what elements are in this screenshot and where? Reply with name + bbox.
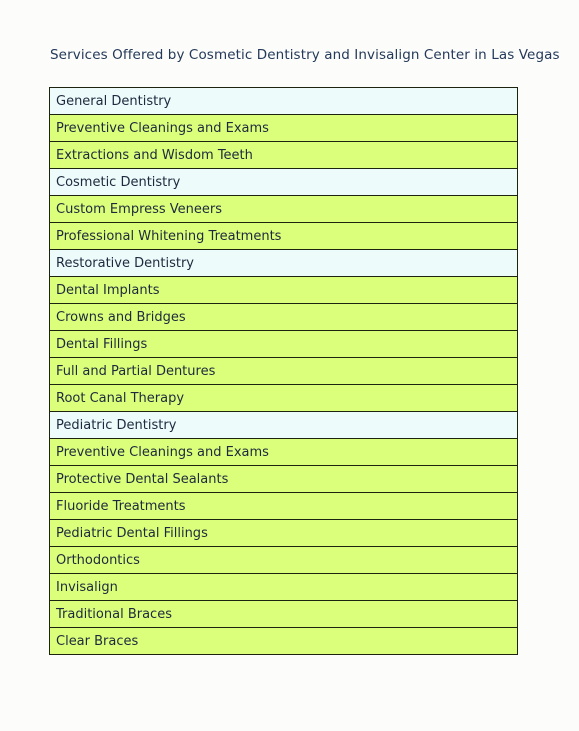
service-label: Professional Whitening Treatments (50, 223, 518, 250)
service-row (50, 115, 518, 142)
service-row (50, 628, 518, 655)
service-label: Dental Implants (50, 277, 518, 304)
service-label: Clear Braces (50, 628, 518, 655)
service-label: Root Canal Therapy (50, 385, 518, 412)
service-row (50, 142, 518, 169)
service-label: Invisalign (50, 574, 518, 601)
service-row (50, 304, 518, 331)
category-row (50, 169, 518, 196)
service-label: Preventive Cleanings and Exams (50, 115, 518, 142)
service-label: Preventive Cleanings and Exams (50, 439, 518, 466)
page-title: Services Offered by Cosmetic Dentistry and Invisalign Center in Las Vegas (50, 47, 560, 63)
service-label: Crowns and Bridges (50, 304, 518, 331)
service-row (50, 385, 518, 412)
category-row (50, 88, 518, 115)
service-row (50, 223, 518, 250)
service-row (50, 547, 518, 574)
service-row (50, 331, 518, 358)
service-label: Pediatric Dental Fillings (50, 520, 518, 547)
service-label: Extractions and Wisdom Teeth (50, 142, 518, 169)
service-label: Fluoride Treatments (50, 493, 518, 520)
service-row (50, 574, 518, 601)
category-label: Cosmetic Dentistry (50, 169, 518, 196)
category-row (50, 412, 518, 439)
service-row (50, 520, 518, 547)
service-row (50, 493, 518, 520)
service-label: Dental Fillings (50, 331, 518, 358)
service-row (50, 196, 518, 223)
service-label: Custom Empress Veneers (50, 196, 518, 223)
category-label: General Dentistry (50, 88, 518, 115)
service-row (50, 277, 518, 304)
category-row (50, 250, 518, 277)
category-label: Restorative Dentistry (50, 250, 518, 277)
service-label: Orthodontics (50, 547, 518, 574)
service-row (50, 358, 518, 385)
service-label: Protective Dental Sealants (50, 466, 518, 493)
services-table-body (50, 88, 518, 655)
service-row (50, 466, 518, 493)
service-label: Traditional Braces (50, 601, 518, 628)
service-row (50, 439, 518, 466)
service-label: Full and Partial Dentures (50, 358, 518, 385)
service-row (50, 601, 518, 628)
category-label: Pediatric Dentistry (50, 412, 518, 439)
services-table (49, 87, 518, 655)
